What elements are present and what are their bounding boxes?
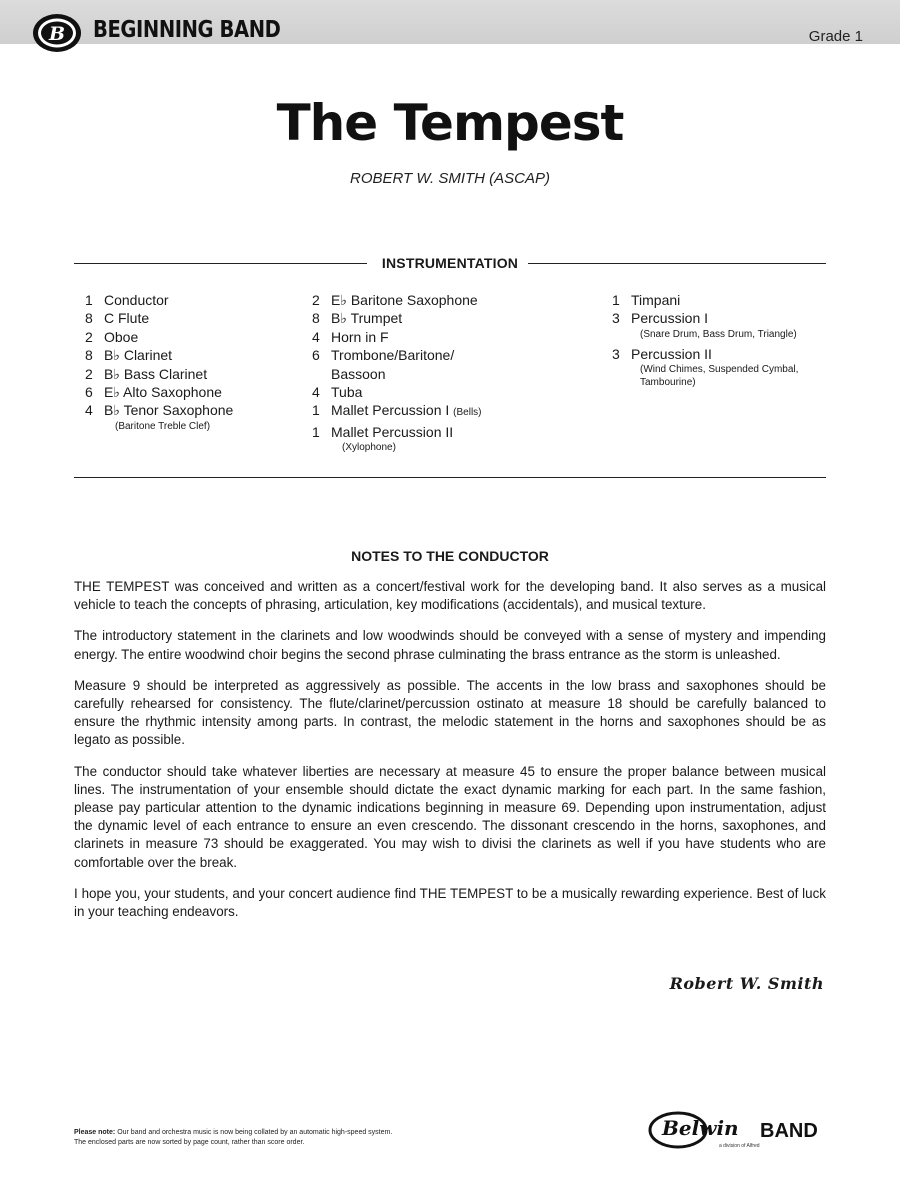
- instrument-item: [85, 401, 233, 419]
- instrument-item-continued: [312, 365, 482, 383]
- instrument-note: (Xylophone): [342, 442, 396, 454]
- publisher-script-name: Belwin: [662, 1116, 739, 1140]
- instrument-name: Mallet Percussion I: [331, 402, 450, 419]
- instrument-count: 1: [612, 292, 620, 308]
- instrument-count: 2: [312, 292, 320, 308]
- notes-paragraph: Measure 9 should be interpreted as aggressively as possible. The accents in the low brass and saxophones should be carefully rehearsed for consistency. The flute/clarinet/percussion ostinato at measure 18 should be carefully balanced to ensure the rhythmic intensity among parts. In contrast, the melodic statement in the horns and saxophones should be as legato as possible.: [74, 677, 826, 748]
- grade-label: Grade 1: [808, 28, 863, 45]
- instrument-name: Tuba: [331, 384, 363, 401]
- instrument-count: 8: [85, 310, 93, 327]
- instrument-note: (Baritone Treble Clef): [115, 420, 211, 432]
- notes-paragraph: I hope you, your students, and your concert audience find THE TEMPEST to be a musically rewarding experience. Best of luck in your teaching endeavors.: [74, 885, 826, 920]
- series-name: BEGINNING BAND: [93, 17, 281, 43]
- series-logo-letter: B: [48, 23, 66, 45]
- publisher-band-label: BAND: [760, 1120, 818, 1142]
- instrument-name: E♭ Baritone Saxophone: [331, 292, 478, 308]
- instrumentation-bottom-rule: [74, 477, 826, 478]
- instrument-name: B♭ Bass Clarinet: [104, 365, 208, 382]
- footer-note-line2: The enclosed parts are now sorted by page count, rather than score order.: [74, 1139, 305, 1146]
- instrument-item: [85, 346, 233, 364]
- instrument-name-line2: Bassoon: [331, 365, 386, 382]
- notes-paragraph: The introductory statement in the clarinets and low woodwinds should be conveyed with a sense of mystery and impending energy. The entire woodwind choir begins the second phrase culminating the brass entrance as the storm is unleashed.: [74, 628, 826, 662]
- instrument-count: 6: [85, 384, 93, 401]
- instrument-name: Percussion II: [631, 345, 712, 362]
- instrument-name: Mallet Percussion II: [331, 423, 454, 440]
- instrument-name: Horn in F: [331, 328, 389, 345]
- instrumentation-rule-right: [528, 263, 826, 264]
- notes-paragraph: THE TEMPEST was conceived and written as a concert/festival work for the developing band. It also serves as a musical vehicle to teach the concepts of phrasing, articulation, key modifications (accidentals), and musical texture.: [74, 579, 826, 613]
- instrument-item: [312, 383, 482, 401]
- instrumentation-column-1: [85, 291, 233, 437]
- footer-note-line1: Our band and orchestra music is now being collated by an automatic high-speed system.: [115, 1129, 393, 1136]
- instrument-item: [85, 365, 233, 383]
- instrument-item: [312, 328, 482, 346]
- instrument-name: E♭ Alto Saxophone: [104, 384, 222, 401]
- footer-note: [74, 1128, 392, 1148]
- instrument-item: [612, 291, 798, 309]
- instrument-item: [85, 383, 233, 401]
- notes-heading: NOTES TO THE CONDUCTOR: [351, 548, 549, 564]
- instrument-name: C Flute: [104, 310, 150, 327]
- instrument-item: [85, 291, 233, 309]
- instrument-name: Conductor: [104, 292, 169, 308]
- instrument-suffix: (Bells): [453, 407, 482, 419]
- composer-signature: Robert W. Smith: [669, 974, 824, 993]
- instrument-item: [612, 345, 798, 363]
- instrument-count: 1: [312, 402, 320, 419]
- instrument-count: 3: [612, 345, 620, 362]
- instrument-item: [312, 423, 482, 441]
- instrument-name: B♭ Tenor Saxophone: [104, 402, 234, 419]
- footer-note-label: Please note:: [74, 1129, 116, 1136]
- instrument-name: B♭ Trumpet: [331, 310, 403, 327]
- instrument-count: 1: [312, 423, 320, 440]
- instrument-item: [312, 346, 482, 364]
- instrument-item: [312, 401, 482, 422]
- instrument-note: (Snare Drum, Bass Drum, Triangle): [640, 328, 797, 340]
- instrument-count: 4: [312, 384, 320, 401]
- instrument-count: 3: [612, 310, 620, 327]
- notes-paragraph: The conductor should take whatever liberties are necessary at measure 45 to ensure the proper balance between musical lines. The instrumentation of your ensemble should dictate the exact dynamic marking for each part. In the same fashion, please pay particular attention to the dynamic indications beginning in measure 69. Depending upon instrumentation, adjust the dynamic level of each entrance to ensure an even crescendo. The dissonant crescendo in the horns, saxophones, and clarinets in measure 73 should be exaggerated. You may wish to divisi the clarinets as well if you have students who are comfortable over the break.: [74, 763, 826, 870]
- instrument-name: Trombone/Baritone/: [331, 347, 455, 364]
- composer-credit: ROBERT W. SMITH (ASCAP): [349, 170, 550, 187]
- instrumentation-column-3: [612, 291, 798, 393]
- publisher-mark: [648, 1110, 828, 1155]
- series-logo-icon: [32, 12, 82, 54]
- instrument-name: B♭ Clarinet: [104, 347, 173, 364]
- instrument-name: Oboe: [104, 328, 139, 345]
- instrument-item: [312, 291, 482, 309]
- instrument-note-line2: Tambourine): [640, 377, 696, 389]
- instrument-count: 4: [312, 328, 320, 345]
- page-title: The Tempest: [276, 94, 624, 152]
- instrument-count: 6: [312, 347, 320, 364]
- instrument-item: [312, 309, 482, 327]
- publisher-tagline: a division of Alfred: [719, 1143, 760, 1149]
- instrument-count: 1: [85, 292, 93, 308]
- instrument-count: 8: [312, 310, 320, 327]
- instrument-count: 4: [85, 402, 93, 419]
- instrument-count: 2: [85, 328, 93, 345]
- instrument-item: [85, 309, 233, 327]
- notes-body: [74, 578, 826, 934]
- instrumentation-heading: INSTRUMENTATION: [381, 255, 519, 271]
- instrument-name: Timpani: [631, 292, 681, 308]
- instrument-note: (Wind Chimes, Suspended Cymbal,: [640, 364, 799, 376]
- instrument-name: Percussion I: [631, 310, 709, 327]
- instrument-count: 2: [85, 365, 93, 382]
- instrumentation-column-2: [312, 291, 482, 458]
- instrument-count: 8: [85, 347, 93, 364]
- instrument-item: [85, 328, 233, 346]
- instrument-item: [612, 309, 798, 327]
